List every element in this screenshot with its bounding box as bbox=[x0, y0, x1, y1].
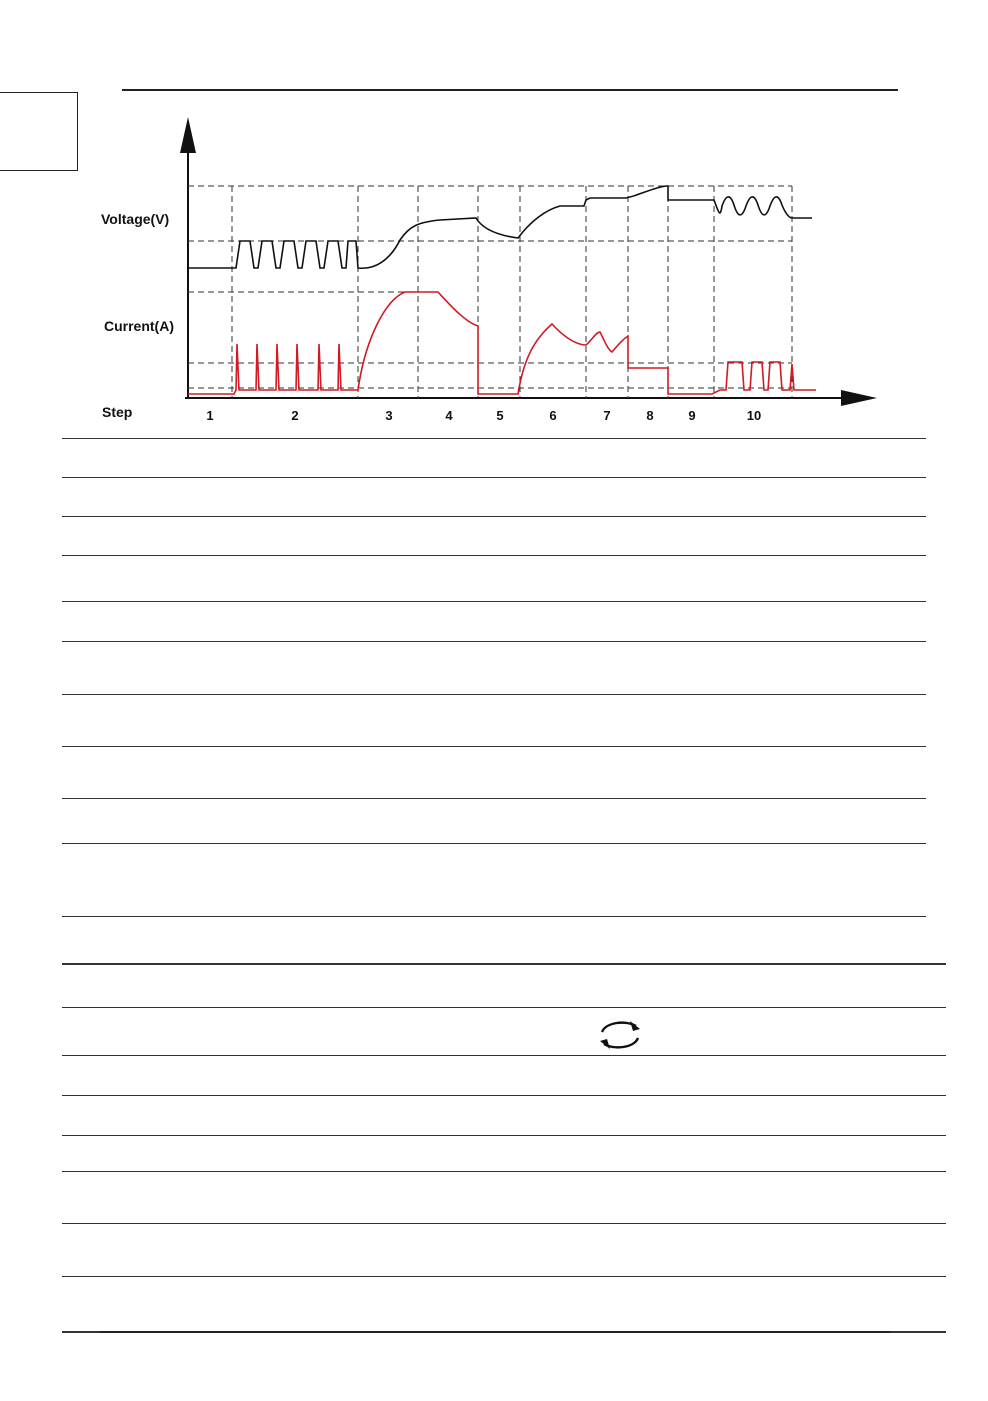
step-tick-labels bbox=[206, 408, 761, 423]
step-tick-label: 7 bbox=[603, 408, 611, 423]
cycle-icon bbox=[596, 1018, 644, 1052]
step-tick-label: 3 bbox=[385, 408, 393, 423]
table-row-divider bbox=[62, 694, 926, 695]
y-axis-arrow bbox=[180, 117, 196, 153]
table-row-divider bbox=[62, 1171, 946, 1172]
x-axis-arrow bbox=[841, 390, 877, 406]
step-tick-label: 2 bbox=[291, 408, 299, 423]
step-tick-label: 4 bbox=[445, 408, 453, 423]
horizontal-guides bbox=[188, 186, 792, 388]
table-row-divider bbox=[62, 438, 926, 439]
table-row-divider bbox=[62, 1055, 946, 1056]
table-row-divider bbox=[62, 1095, 946, 1096]
table-row-divider bbox=[62, 843, 926, 844]
step-tick-label: 6 bbox=[549, 408, 557, 423]
voltage-axis-label: Voltage(V) bbox=[101, 211, 170, 227]
step-tick-label: 1 bbox=[206, 408, 214, 423]
voltage-series-line bbox=[188, 186, 812, 268]
page-footer-rule bbox=[100, 1331, 890, 1333]
step-axis-label: Step bbox=[102, 404, 133, 420]
current-axis-label: Current(A) bbox=[104, 318, 174, 334]
table-row-divider bbox=[62, 916, 926, 917]
table-row-divider bbox=[62, 555, 926, 556]
step-tick-label: 8 bbox=[646, 408, 654, 423]
step-tick-label: 10 bbox=[746, 408, 762, 423]
table-row-divider bbox=[62, 798, 926, 799]
table-row-divider bbox=[62, 746, 926, 747]
step-tick-label: 9 bbox=[688, 408, 696, 423]
table-row-divider bbox=[62, 1007, 946, 1008]
charging-curve-chart bbox=[0, 0, 988, 440]
table-row-divider bbox=[62, 1276, 946, 1277]
step-tick-label: 5 bbox=[496, 408, 504, 423]
table-row-divider bbox=[62, 601, 926, 602]
table-row-divider bbox=[62, 477, 926, 478]
table-row-divider bbox=[62, 516, 926, 517]
table-row-divider bbox=[62, 641, 926, 642]
current-series-line bbox=[188, 292, 816, 394]
table-row-divider bbox=[62, 1135, 946, 1136]
table-row-divider bbox=[62, 1223, 946, 1224]
step-boundaries bbox=[232, 186, 792, 398]
table-header-rule bbox=[62, 963, 946, 965]
